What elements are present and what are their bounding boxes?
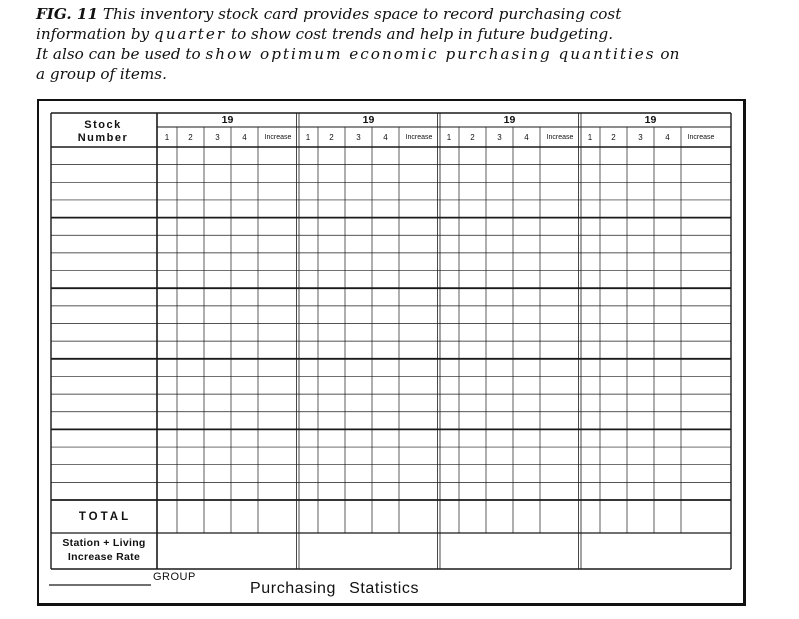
caption-line-1 — [36, 4, 776, 24]
year-block-2-label: 19 — [362, 114, 375, 126]
quarter-header: 1 — [164, 133, 170, 142]
increase-header: Increase — [546, 134, 574, 141]
quarter-header: 3 — [497, 133, 502, 142]
figure-label: FIG. 11 — [36, 5, 99, 23]
quarter-header: 3 — [638, 133, 643, 142]
station-living-label-line-2: Increase Rate — [67, 551, 141, 563]
year-block-3-label: 19 — [503, 114, 516, 126]
inventory-stock-card — [37, 99, 746, 606]
quarter-header: 3 — [356, 133, 361, 142]
quarter-header: 2 — [611, 133, 616, 142]
caption-line-2-c: to show cost trends and help in future budgeting. — [230, 25, 614, 43]
quarter-header: 4 — [665, 133, 670, 142]
caption-line-3-c: on — [660, 45, 680, 63]
station-living-label-line-1: Station + Living — [62, 537, 146, 549]
quarter-header: 4 — [242, 133, 247, 142]
caption-line-3-b: show optimum economic purchasing quantities — [205, 45, 656, 63]
caption-line-1-text: This inventory stock card provides space to record purchasing cost — [102, 5, 622, 23]
quarter-header: 2 — [470, 133, 475, 142]
stock-number-header-line-2: Number — [77, 132, 129, 144]
increase-header: Increase — [405, 134, 433, 141]
caption-line-2 — [36, 24, 776, 44]
caption-line-2-a: information by — [36, 25, 150, 43]
year-block-4-label: 19 — [644, 114, 657, 126]
quarter-header: 4 — [383, 133, 388, 142]
quarter-header: 3 — [215, 133, 220, 142]
quarter-header: 2 — [188, 133, 193, 142]
increase-header: Increase — [264, 134, 292, 141]
quarter-header: 2 — [329, 133, 334, 142]
footer-title: Purchasing Statistics — [250, 580, 420, 597]
total-row-label: TOTAL — [78, 511, 132, 523]
caption-line-3 — [36, 44, 776, 64]
caption-line-4: a group of items. — [36, 65, 167, 83]
increase-header: Increase — [687, 134, 715, 141]
caption-line-3-a: It also can be used to — [36, 45, 201, 63]
quarter-header: 1 — [587, 133, 593, 142]
quarter-header: 1 — [446, 133, 452, 142]
figure-caption — [36, 4, 776, 84]
year-block-1-label: 19 — [221, 114, 234, 126]
group-label: GROUP — [153, 571, 196, 583]
quarter-header: 1 — [305, 133, 311, 142]
caption-line-2-b: quarter — [153, 25, 227, 43]
stock-number-header-line-1: Stock — [84, 119, 122, 131]
card-grid — [39, 101, 743, 603]
quarter-header: 4 — [524, 133, 529, 142]
